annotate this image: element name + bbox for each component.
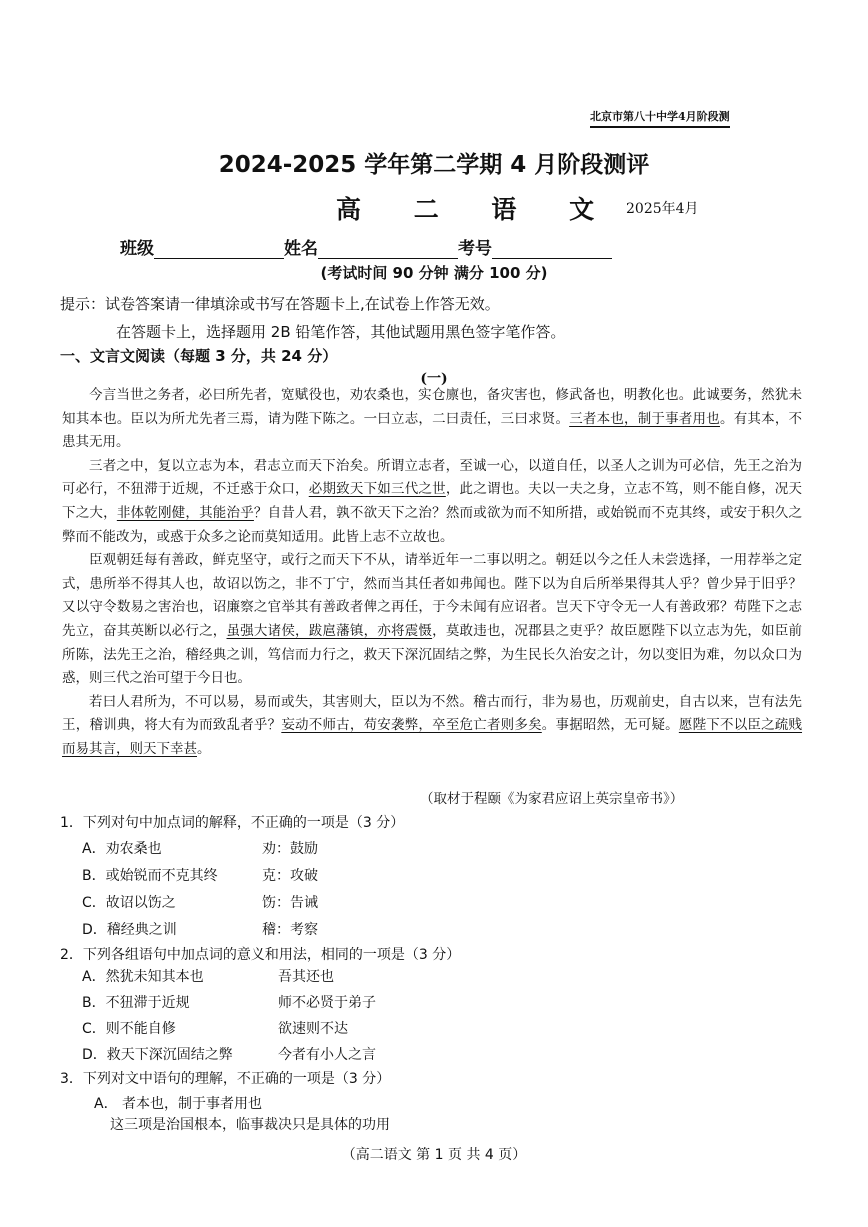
class-blank[interactable] xyxy=(154,242,284,259)
student-info-line xyxy=(120,234,612,259)
underlined-sentence: 愿陛下不以臣之疏贱而易其言，则天下幸甚 xyxy=(62,717,803,757)
underlined-sentence: 妄动不师古，苟安袭弊，卒至危亡者则多矣 xyxy=(281,717,542,734)
passage-paragraph-4: 若曰人君所为，不可以易，易而或失，其害则大，臣以为不然。稽古而行，非为易也，历观前史，自古以来，岂有法先王，稽训典，将大有为而致乱者乎？妄动不师古，苟安袭弊，卒至危亡者则多矣。事据昭然，无可疑。愿陛下不以臣之疏贱而易其言，则天下幸甚。 xyxy=(62,693,803,757)
question-1-option-a[interactable]: A．劝农桑也 劝：鼓励 xyxy=(82,841,318,857)
tip-line-1: 提示：试卷答案请一律填涂或书写在答题卡上,在试卷上作答无效。 xyxy=(60,295,500,313)
name-blank[interactable] xyxy=(318,242,458,259)
question-1-option-d[interactable]: D．稽经典之训 稽：考察 xyxy=(82,922,318,938)
question-2-option-c[interactable]: C．则不能自修 欲速则不达 xyxy=(82,1021,348,1037)
tip-line-2: 在答题卡上，选择题用 2B 铅笔作答，其他试题用黑色签字笔作答。 xyxy=(116,323,566,341)
passage-paragraph-1: 今言当世之务者，必曰所先者，宽赋役也，劝农桑也，实仓廪也，备灾害也，修武备也，明教化也。此诚要务，然犹未知其本也。臣以为所尤先者三焉，请为陛下陈之。一曰立志，二曰责任，三曰求贤。三者本也，制于事者用也。有其本，不患其无用。 xyxy=(62,387,803,451)
question-2-option-b[interactable]: B．不狃滞于近规 师不必贤于弟子 xyxy=(82,995,376,1011)
section-heading: 一、文言文阅读（每题 3 分，共 24 分） xyxy=(60,347,338,365)
underlined-sentence: 非体乾刚健，其能治乎 xyxy=(116,504,254,521)
underlined-sentence: 必期致天下如三代之世 xyxy=(308,481,446,498)
tips-block xyxy=(60,290,840,346)
part-number: (一) xyxy=(420,371,448,387)
question-2-stem: 2．下列各组语句中加点词的意义和用法，相同的一项是（3 分） xyxy=(60,947,461,963)
class-label: 班级 xyxy=(120,239,154,259)
exam-time-note: (考试时间 90 分钟 满分 100 分) xyxy=(320,264,548,282)
question-3-option-a-explanation: 这三项是治国根本，临事裁决只是具体的功用 xyxy=(110,1117,390,1133)
passage-paragraph-2: 三者之中，复以立志为本，君志立而天下治矣。所谓立志者，至诚一心，以道自任，以圣人之训为可必信，先王之治为可必行，不狃滞于近规，不迁惑于众口，必期致天下如三代之世，此之谓也。夫以一夫之身，立志不笃，则不能自修，况天下之大，非体乾刚健，其能治乎？自昔人君，孰不欲天下之治？然而或欲为而不知所措，或始锐而不克其终，或安于积久之弊而不能改为，或惑于众多之论而莫知适用。此皆上志不立故也。 xyxy=(62,457,803,545)
exam-no-label: 考号 xyxy=(458,239,492,259)
exam-title: 2024-2025 学年第二学期 4 月阶段测评 xyxy=(218,152,650,178)
name-label: 姓名 xyxy=(284,239,318,259)
question-1-option-b[interactable]: B．或始锐而不克其终 克：攻破 xyxy=(82,868,318,884)
subject-title: 高 二 语 文 xyxy=(336,195,617,224)
classical-passage xyxy=(62,384,802,762)
passage-paragraph-3: 臣观朝廷每有善政，鲜克坚守，或行之而天下不从，请举近年一二事以明之。朝廷以今之任人未尝选择，一用荐举之定式，患所举不得其人也，故诏以饬之，非不丁宁，然而当其任者如弗闻也。陛下以为自后所举果得其人乎？曾少异于旧乎？又以守令数易之害治也，诏廉察之官举其有善政者俾之再任，于今未闻有应诏者。岂天下守令无一人有善政邪？苟陛下之志先立，奋其英断以必行之，虽强大诸侯，跋扈藩镇，亦将震慑，莫敢违也，况郡县之吏乎？故臣愿陛下以立志为先，如臣前所陈，法先王之治，稽经典之训，笃信而力行之，救天下深沉固结之弊，为生民长久治安之计，勿以变旧为难，勿以众口为惑，则三代之治可望于今日也。 xyxy=(62,552,803,687)
passage-source: （取材于程颐《为家君应诏上英宗皇帝书》） xyxy=(420,791,684,807)
question-3-option-a[interactable]: A． 者本也，制于事者用也 xyxy=(94,1096,263,1112)
question-3-stem: 3．下列对文中语句的理解，不正确的一项是（3 分） xyxy=(60,1071,391,1087)
underlined-sentence: 三者本也，制于事者用也 xyxy=(569,410,720,427)
question-1-stem: 1．下列对句中加点词的解释，不正确的一项是（3 分） xyxy=(60,815,405,831)
question-1-option-c[interactable]: C．故诏以饬之 饬：告诫 xyxy=(82,895,318,911)
exam-date: 2025年4月 xyxy=(626,201,699,217)
school-header-tag: 北京市第八十中学4月阶段测 xyxy=(590,108,730,128)
page-footer: （高二语文 第 1 页 共 4 页） xyxy=(341,1147,527,1163)
question-2-option-a[interactable]: A．然犹未知其本也 吾其还也 xyxy=(82,969,334,985)
exam-no-blank[interactable] xyxy=(492,242,612,259)
question-2-option-d[interactable]: D．救天下深沉固结之弊 今者有小人之言 xyxy=(82,1047,376,1063)
underlined-sentence: 虽强大诸侯，跋扈藩镇，亦将震慑 xyxy=(226,622,433,639)
